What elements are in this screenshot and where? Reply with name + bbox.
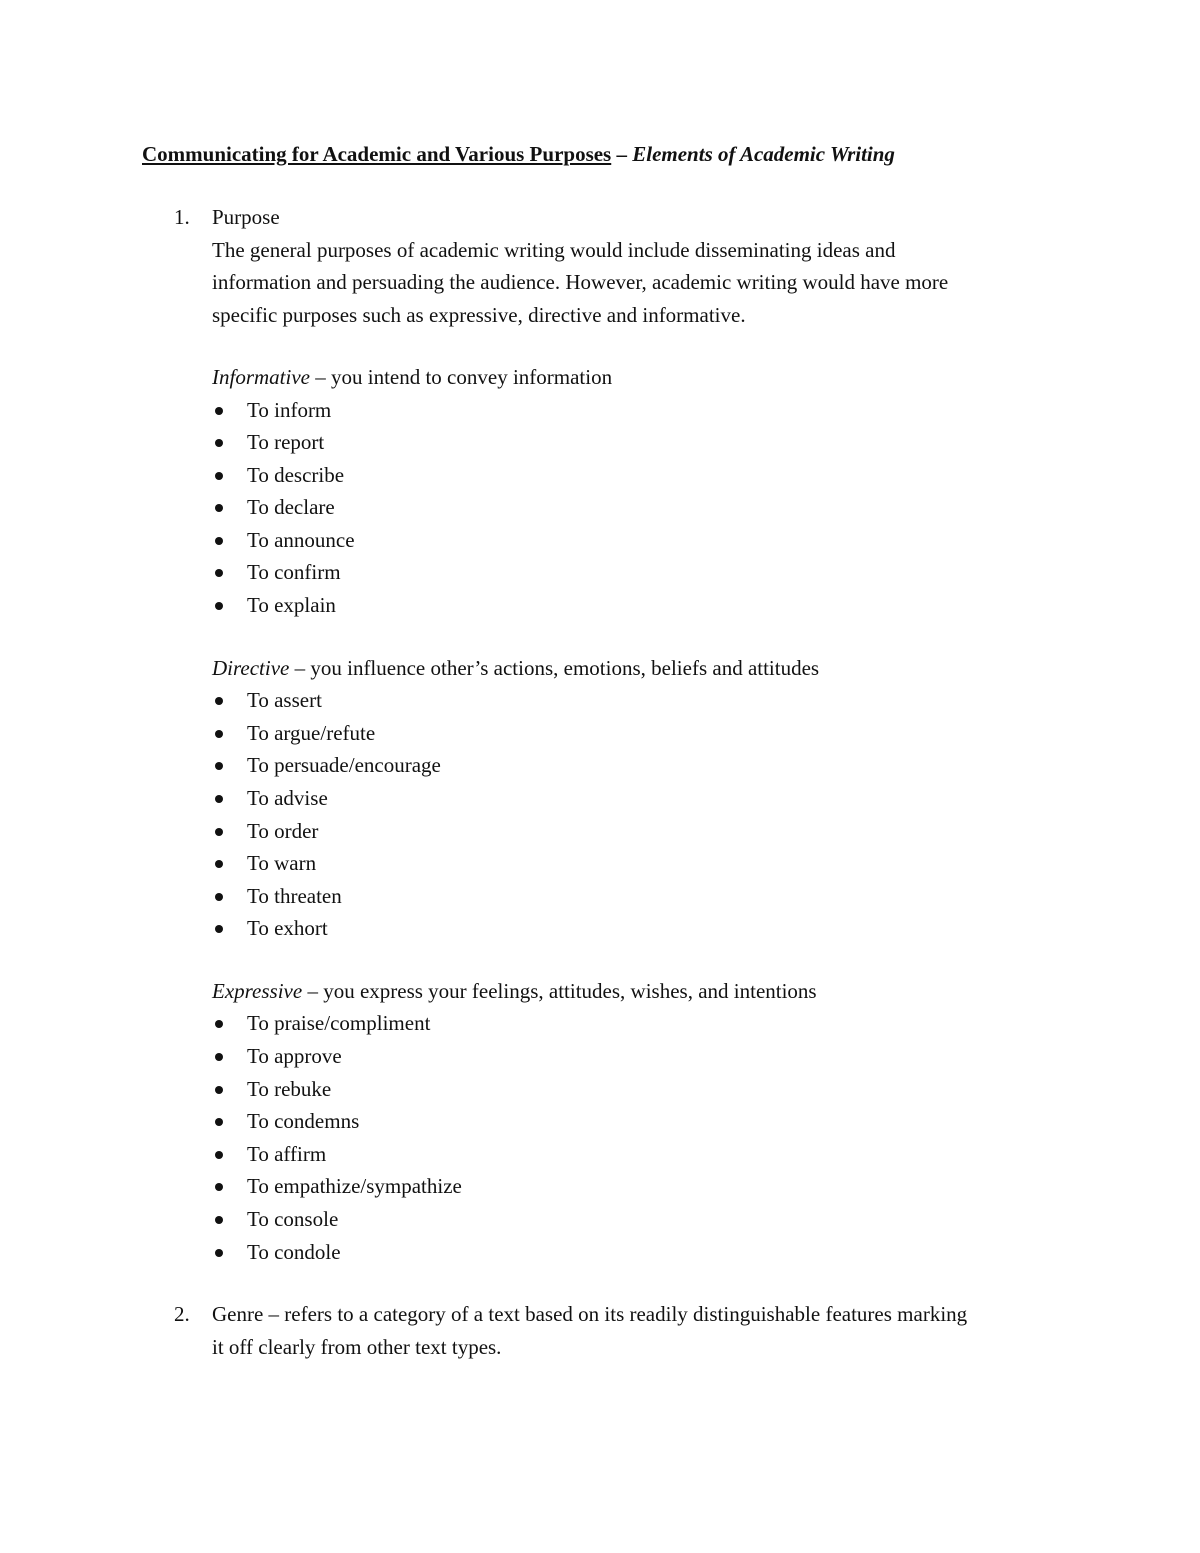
title-separator: –	[611, 142, 633, 166]
bullet-icon	[215, 860, 223, 868]
bullet-icon	[215, 1151, 223, 1159]
bullet-icon	[215, 795, 223, 803]
group-term: Directive	[212, 655, 290, 680]
list-item	[212, 1007, 1072, 1040]
bullet-icon	[215, 1053, 223, 1061]
bullet-text: To declare	[247, 495, 335, 520]
group-description: – you express your feelings, attitudes, wishes, and intentions	[302, 978, 817, 1003]
list-item	[212, 394, 1072, 427]
group-heading-informative	[212, 361, 1072, 394]
list-item	[212, 880, 1072, 913]
list-item	[212, 589, 1072, 622]
bullet-text: To warn	[247, 851, 317, 876]
item-heading: Purpose	[212, 205, 280, 229]
bullet-icon	[215, 537, 223, 545]
bullet-icon	[215, 472, 223, 480]
bullet-text: To argue/refute	[247, 720, 376, 745]
list-item	[212, 1203, 1072, 1236]
paragraph-line: specific purposes such as expressive, directive and informative.	[212, 302, 746, 327]
list-item	[212, 1105, 1072, 1138]
group-heading-directive	[212, 652, 1072, 685]
bullet-text: To condemns	[247, 1109, 360, 1134]
group-description: – you influence other’s actions, emotions, beliefs and attitudes	[289, 655, 820, 680]
bullet-text: To approve	[247, 1044, 342, 1068]
list-item	[212, 717, 1072, 750]
bullet-icon	[215, 762, 223, 770]
bullet-text: To assert	[247, 688, 322, 713]
group-term: Informative	[212, 365, 310, 389]
item-body	[212, 1298, 1072, 1363]
list-item	[212, 491, 1072, 524]
bullet-text: To inform	[247, 397, 332, 422]
bullet-text: To describe	[247, 462, 345, 487]
page-title	[142, 142, 895, 167]
list-item	[212, 815, 1072, 848]
list-item	[212, 556, 1072, 589]
bullet-icon	[215, 730, 223, 738]
bullet-text: To order	[247, 818, 319, 843]
group-heading-expressive	[212, 975, 1072, 1008]
list-item	[212, 426, 1072, 459]
bullet-text: To report	[247, 430, 325, 455]
list-item	[212, 1170, 1072, 1203]
list-item	[212, 912, 1072, 945]
item-number: 1.	[174, 205, 190, 229]
paragraph-line: Genre – refers to a category of a text based on its readily distinguishable features marking	[212, 1302, 968, 1326]
bullet-icon	[215, 1020, 223, 1028]
title-subtitle: Elements of Academic Writing	[632, 142, 895, 166]
bullet-icon	[215, 1249, 223, 1257]
group-description: – you intend to convey information	[309, 365, 613, 389]
bullet-icon	[215, 1086, 223, 1094]
bullet-text: To rebuke	[247, 1076, 332, 1101]
group-term: Expressive	[212, 978, 303, 1003]
bullet-text: To explain	[247, 593, 336, 618]
bullet-text: To empathize/sympathize	[247, 1174, 462, 1199]
item-body	[212, 201, 1072, 1268]
bullet-text: To condole	[247, 1239, 341, 1264]
list-item	[212, 782, 1072, 815]
list-item	[212, 749, 1072, 782]
bullet-icon	[215, 925, 223, 933]
bullet-icon	[215, 1216, 223, 1224]
bullet-text: To persuade/encourage	[247, 753, 441, 778]
bullet-icon	[215, 828, 223, 836]
informative-list	[212, 394, 1072, 622]
bullet-text: To threaten	[247, 883, 342, 908]
bullet-icon	[215, 569, 223, 577]
bullet-text: To exhort	[247, 916, 328, 941]
bullet-text: To console	[247, 1206, 339, 1231]
list-item	[212, 1040, 1072, 1073]
paragraph-line: information and persuading the audience. However, academic writing would have more	[212, 270, 949, 294]
bullet-text: To advise	[247, 785, 328, 810]
list-item	[212, 1236, 1072, 1269]
bullet-text: To announce	[247, 527, 355, 552]
bullet-text: To praise/compliment	[247, 1011, 431, 1036]
paragraph-line: The general purposes of academic writing would include disseminating ideas and	[212, 237, 896, 262]
bullet-icon	[215, 697, 223, 705]
bullet-icon	[215, 893, 223, 901]
list-item	[212, 459, 1072, 492]
list-item	[212, 1138, 1072, 1171]
bullet-icon	[215, 1118, 223, 1126]
list-item	[212, 1073, 1072, 1106]
paragraph-line: it off clearly from other text types.	[212, 1334, 502, 1359]
bullet-icon	[215, 602, 223, 610]
list-item	[212, 847, 1072, 880]
directive-list	[212, 684, 1072, 945]
item-number: 2.	[174, 1302, 190, 1326]
bullet-icon	[215, 504, 223, 512]
bullet-text: To confirm	[247, 560, 341, 585]
list-item	[212, 524, 1072, 557]
bullet-icon	[215, 407, 223, 415]
bullet-text: To affirm	[247, 1141, 327, 1166]
title-main: Communicating for Academic and Various Purposes	[142, 142, 612, 166]
bullet-icon	[215, 439, 223, 447]
expressive-list	[212, 1007, 1072, 1268]
list-item	[212, 684, 1072, 717]
bullet-icon	[215, 1183, 223, 1191]
